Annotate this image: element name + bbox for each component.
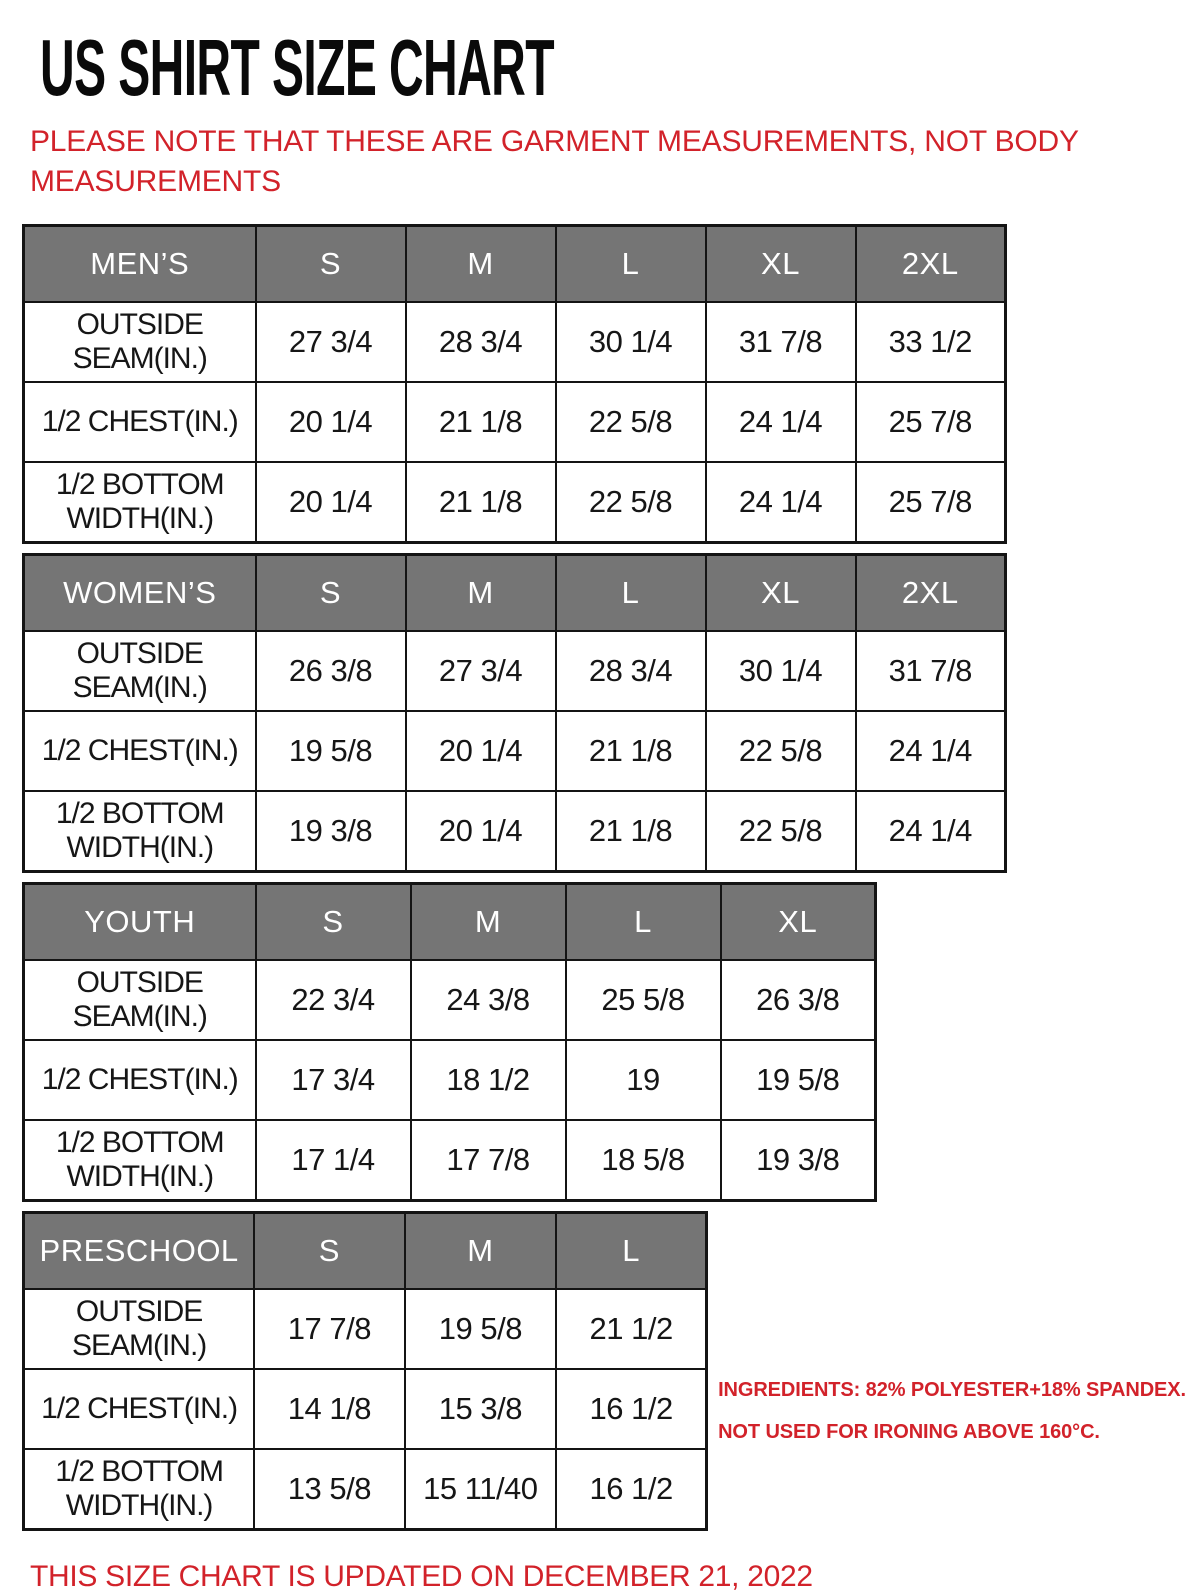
row-label: OUTSIDE SEAM(IN.)	[24, 302, 256, 382]
mens-table-container	[22, 224, 1186, 544]
mens-size-table	[22, 224, 1007, 544]
table-row	[24, 1120, 876, 1200]
size-value-cell: 27 3/4	[256, 302, 406, 382]
row-label: OUTSIDE SEAM(IN.)	[24, 631, 256, 711]
size-value-cell: 30 1/4	[706, 631, 856, 711]
size-value-cell: 16 1/2	[556, 1369, 706, 1449]
size-value-cell: 33 1/2	[856, 302, 1006, 382]
row-label: 1/2 BOTTOM WIDTH(IN.)	[24, 1449, 255, 1529]
size-value-cell: 20 1/4	[256, 462, 406, 542]
size-value-cell: 30 1/4	[556, 302, 706, 382]
row-label: 1/2 CHEST(IN.)	[24, 711, 256, 791]
size-value-cell: 19 5/8	[721, 1040, 876, 1120]
size-value-cell: 24 1/4	[706, 382, 856, 462]
size-value-cell: 25 7/8	[856, 462, 1006, 542]
group-header-cell: YOUTH	[24, 883, 256, 960]
size-header-cell: S	[256, 225, 406, 302]
row-label: 1/2 CHEST(IN.)	[24, 1369, 255, 1449]
size-value-cell: 22 5/8	[556, 382, 706, 462]
size-header-cell: L	[556, 1212, 706, 1289]
table-row	[24, 382, 1006, 462]
table-row	[24, 960, 876, 1040]
size-value-cell: 22 5/8	[706, 791, 856, 871]
group-header-cell: MEN’S	[24, 225, 256, 302]
size-value-cell: 19	[566, 1040, 721, 1120]
group-header-cell: WOMEN’S	[24, 554, 256, 631]
preschool-size-table	[22, 1211, 708, 1531]
table-row	[24, 302, 1006, 382]
size-header-cell: S	[256, 883, 411, 960]
size-value-cell: 13 5/8	[254, 1449, 404, 1529]
size-header-cell: S	[254, 1212, 404, 1289]
row-label: 1/2 CHEST(IN.)	[24, 382, 256, 462]
size-value-cell: 24 1/4	[706, 462, 856, 542]
size-value-cell: 20 1/4	[406, 791, 556, 871]
size-value-cell: 22 5/8	[556, 462, 706, 542]
group-header-cell: PRESCHOOL	[24, 1212, 255, 1289]
size-header-cell: 2XL	[856, 225, 1006, 302]
row-label: 1/2 BOTTOM WIDTH(IN.)	[24, 462, 256, 542]
size-value-cell: 16 1/2	[556, 1449, 706, 1529]
size-value-cell: 27 3/4	[406, 631, 556, 711]
row-label: OUTSIDE SEAM(IN.)	[24, 1289, 255, 1369]
preschool-row	[22, 1211, 1186, 1540]
size-header-cell: L	[566, 883, 721, 960]
size-header-cell: M	[406, 554, 556, 631]
size-header-cell: M	[406, 225, 556, 302]
size-value-cell: 21 1/8	[556, 711, 706, 791]
table-row	[24, 631, 1006, 711]
size-header-cell: L	[556, 554, 706, 631]
ingredients-line1: INGREDIENTS: 82% POLYESTER+18% SPANDEX.	[718, 1378, 1186, 1401]
size-value-cell: 17 7/8	[254, 1289, 404, 1369]
size-value-cell: 20 1/4	[256, 382, 406, 462]
size-value-cell: 25 5/8	[566, 960, 721, 1040]
size-tables-area	[22, 224, 1186, 1540]
row-label: 1/2 BOTTOM WIDTH(IN.)	[24, 1120, 256, 1200]
size-value-cell: 22 5/8	[706, 711, 856, 791]
size-value-cell: 18 1/2	[411, 1040, 566, 1120]
size-value-cell: 31 7/8	[706, 302, 856, 382]
ingredients-note	[718, 1369, 1186, 1453]
size-value-cell: 20 1/4	[406, 711, 556, 791]
size-value-cell: 21 1/8	[556, 791, 706, 871]
size-value-cell: 24 1/4	[856, 711, 1006, 791]
row-label: 1/2 CHEST(IN.)	[24, 1040, 256, 1120]
updated-date-note: THIS SIZE CHART IS UPDATED ON DECEMBER 21, 2022	[30, 1559, 813, 1593]
size-value-cell: 15 3/8	[405, 1369, 557, 1449]
size-value-cell: 21 1/2	[556, 1289, 706, 1369]
table-row	[24, 791, 1006, 871]
size-value-cell: 17 3/4	[256, 1040, 411, 1120]
size-value-cell: 19 5/8	[256, 711, 406, 791]
size-value-cell: 28 3/4	[406, 302, 556, 382]
size-value-cell: 21 1/8	[406, 382, 556, 462]
size-value-cell: 28 3/4	[556, 631, 706, 711]
table-row	[24, 1449, 707, 1529]
size-value-cell: 24 1/4	[856, 791, 1006, 871]
size-value-cell: 31 7/8	[856, 631, 1006, 711]
size-value-cell: 26 3/8	[721, 960, 876, 1040]
table-row	[24, 1289, 707, 1369]
size-header-cell: S	[256, 554, 406, 631]
size-value-cell: 15 11/40	[405, 1449, 557, 1529]
ironing-warning-line2: NOT USED FOR IRONING ABOVE 160°C.	[718, 1420, 1100, 1443]
size-value-cell: 21 1/8	[406, 462, 556, 542]
womens-table-container	[22, 553, 1186, 873]
preschool-table-container	[22, 1211, 708, 1540]
size-value-cell: 25 7/8	[856, 382, 1006, 462]
table-row	[24, 711, 1006, 791]
size-header-cell: M	[411, 883, 566, 960]
table-row	[24, 1040, 876, 1120]
header-row	[24, 1212, 707, 1289]
garment-measurement-note: PLEASE NOTE THAT THESE ARE GARMENT MEASUREMENTS, NOT BODY MEASUREMENTS	[30, 125, 1079, 198]
table-row	[24, 1369, 707, 1449]
row-label: 1/2 BOTTOM WIDTH(IN.)	[24, 791, 256, 871]
size-value-cell: 17 7/8	[411, 1120, 566, 1200]
header-row	[24, 554, 1006, 631]
youth-table-container	[22, 882, 1186, 1202]
header-row	[24, 225, 1006, 302]
row-label: OUTSIDE SEAM(IN.)	[24, 960, 256, 1040]
size-value-cell: 19 3/8	[256, 791, 406, 871]
size-header-cell: 2XL	[856, 554, 1006, 631]
size-header-cell: XL	[721, 883, 876, 960]
womens-size-table	[22, 553, 1007, 873]
size-header-cell: L	[556, 225, 706, 302]
size-value-cell: 19 5/8	[405, 1289, 557, 1369]
size-header-cell: M	[405, 1212, 557, 1289]
page-title: US SHIRT SIZE CHART	[40, 23, 554, 112]
size-value-cell: 14 1/8	[254, 1369, 404, 1449]
youth-size-table	[22, 882, 877, 1202]
size-value-cell: 17 1/4	[256, 1120, 411, 1200]
table-row	[24, 462, 1006, 542]
size-value-cell: 26 3/8	[256, 631, 406, 711]
size-value-cell: 22 3/4	[256, 960, 411, 1040]
header-row	[24, 883, 876, 960]
size-header-cell: XL	[706, 225, 856, 302]
size-value-cell: 19 3/8	[721, 1120, 876, 1200]
size-value-cell: 24 3/8	[411, 960, 566, 1040]
size-header-cell: XL	[706, 554, 856, 631]
size-value-cell: 18 5/8	[566, 1120, 721, 1200]
